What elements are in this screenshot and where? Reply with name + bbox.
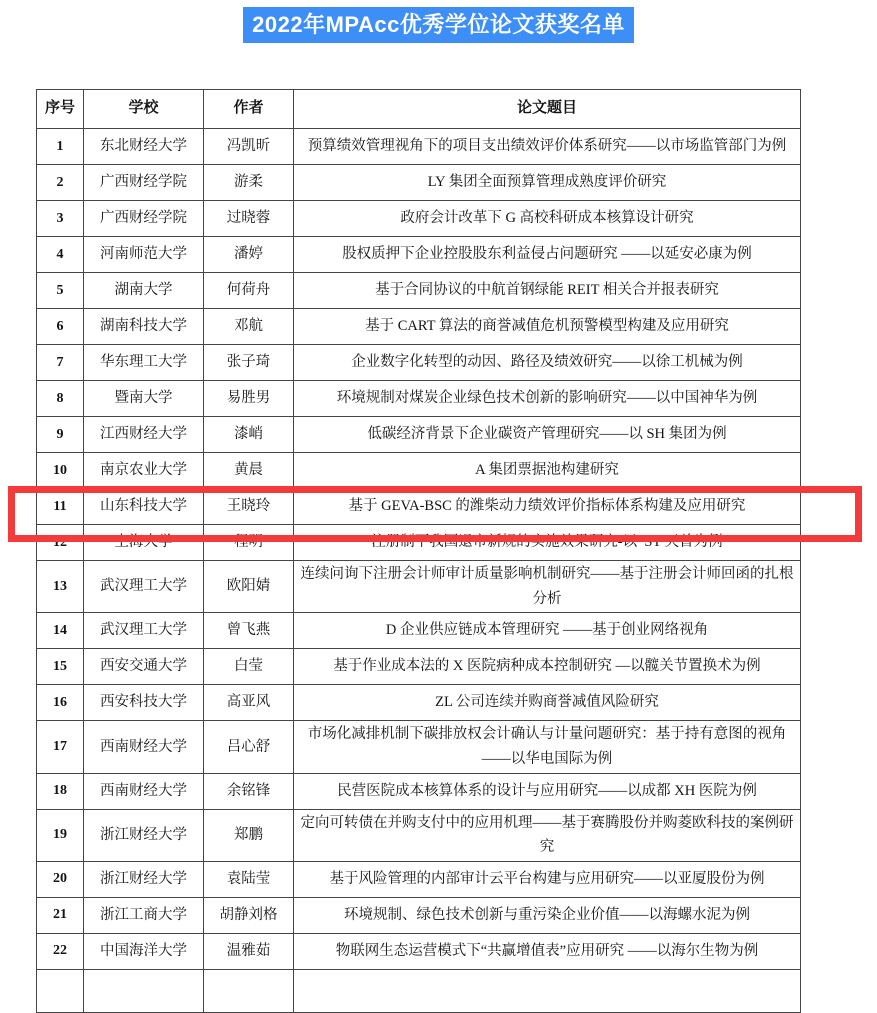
cell-title: 政府会计改革下 G 高校科研成本核算设计研究 — [294, 201, 801, 237]
cell-no: 11 — [37, 489, 84, 525]
cell-title: 定向可转债在并购支付中的应用机理——基于赛腾股份并购菱欧科技的案例研究 — [294, 809, 801, 861]
cell-no: 6 — [37, 309, 84, 345]
cell-author: 张子琦 — [204, 345, 294, 381]
cell-author: 袁陆莹 — [204, 861, 294, 897]
awards-table — [36, 89, 801, 1013]
cell-author: 潘婷 — [204, 237, 294, 273]
cell-author: 郑鹏 — [204, 809, 294, 861]
table-body — [37, 129, 801, 1013]
cell-school: 西安科技大学 — [84, 685, 204, 721]
cell-author: 曾飞燕 — [204, 613, 294, 649]
cell-no: 19 — [37, 809, 84, 861]
cell-author: 温雅茹 — [204, 933, 294, 969]
table-row-1 — [37, 129, 801, 165]
table-header — [37, 90, 801, 129]
column-header-no: 序号 — [37, 90, 84, 129]
cell-no: 10 — [37, 453, 84, 489]
cell-empty — [84, 969, 204, 1012]
cell-title: A 集团票据池构建研究 — [294, 453, 801, 489]
cell-title: 物联网生态运营模式下“共赢增值表”应用研究 ——以海尔生物为例 — [294, 933, 801, 969]
cell-title: 基于 CART 算法的商誉减值危机预警模型构建及应用研究 — [294, 309, 801, 345]
cell-no: 5 — [37, 273, 84, 309]
cell-no: 1 — [37, 129, 84, 165]
table-row-10 — [37, 453, 801, 489]
cell-empty — [294, 969, 801, 1012]
cell-no: 12 — [37, 525, 84, 561]
cell-school: 浙江财经大学 — [84, 809, 204, 861]
cell-title: 企业数字化转型的动因、路径及绩效研究——以徐工机械为例 — [294, 345, 801, 381]
cell-no: 9 — [37, 417, 84, 453]
cell-school: 山东科技大学 — [84, 489, 204, 525]
cell-title: 基于风险管理的内部审计云平台构建与应用研究——以亚厦股份为例 — [294, 861, 801, 897]
cell-no: 8 — [37, 381, 84, 417]
cell-author: 高亚风 — [204, 685, 294, 721]
cell-school: 东北财经大学 — [84, 129, 204, 165]
table-row-empty — [37, 969, 801, 1012]
cell-author: 白莹 — [204, 649, 294, 685]
cell-title: 注册制下我国退市新规的实施效果研究-以*ST 天首为例 — [294, 525, 801, 561]
cell-no: 4 — [37, 237, 84, 273]
cell-school: 广西财经学院 — [84, 201, 204, 237]
cell-school: 浙江工商大学 — [84, 897, 204, 933]
cell-author: 冯凯昕 — [204, 129, 294, 165]
cell-no: 2 — [37, 165, 84, 201]
cell-school: 河南师范大学 — [84, 237, 204, 273]
cell-title: ZL 公司连续并购商誉减值风险研究 — [294, 685, 801, 721]
cell-school: 广西财经学院 — [84, 165, 204, 201]
cell-title: 连续问询下注册会计师审计质量影响机制研究——基于注册会计师回函的扎根分析 — [294, 561, 801, 613]
table-row-11 — [37, 489, 801, 525]
cell-author: 游柔 — [204, 165, 294, 201]
cell-title: 环境规制、绿色技术创新与重污染企业价值——以海螺水泥为例 — [294, 897, 801, 933]
cell-title: 低碳经济背景下企业碳资产管理研究——以 SH 集团为例 — [294, 417, 801, 453]
cell-empty — [37, 969, 84, 1012]
cell-author: 邓航 — [204, 309, 294, 345]
table-row-18 — [37, 773, 801, 809]
cell-school: 武汉理工大学 — [84, 613, 204, 649]
cell-title: D 企业供应链成本管理研究 ——基于创业网络视角 — [294, 613, 801, 649]
table-row-16 — [37, 685, 801, 721]
table-row-20 — [37, 861, 801, 897]
table-row-12 — [37, 525, 801, 561]
cell-school: 暨南大学 — [84, 381, 204, 417]
cell-title: 基于作业成本法的 X 医院病种成本控制研究 —以髋关节置换术为例 — [294, 649, 801, 685]
cell-author: 欧阳婧 — [204, 561, 294, 613]
cell-school: 湖南大学 — [84, 273, 204, 309]
cell-title: 股权质押下企业控股股东利益侵占问题研究 ——以延安必康为例 — [294, 237, 801, 273]
cell-school: 浙江财经大学 — [84, 861, 204, 897]
table-row-14 — [37, 613, 801, 649]
cell-no: 18 — [37, 773, 84, 809]
column-header-title: 论文题目 — [294, 90, 801, 129]
table-row-13 — [37, 561, 801, 613]
cell-empty — [204, 969, 294, 1012]
cell-school: 湖南科技大学 — [84, 309, 204, 345]
table-row-3 — [37, 201, 801, 237]
cell-school: 江西财经大学 — [84, 417, 204, 453]
cell-school: 中国海洋大学 — [84, 933, 204, 969]
cell-author: 王晓玲 — [204, 489, 294, 525]
cell-author: 过晓蓉 — [204, 201, 294, 237]
cell-no: 3 — [37, 201, 84, 237]
cell-no: 22 — [37, 933, 84, 969]
page-title: 2022年MPAcc优秀学位论文获奖名单 — [243, 7, 634, 43]
cell-no: 15 — [37, 649, 84, 685]
cell-author: 余铭锋 — [204, 773, 294, 809]
column-header-school: 学校 — [84, 90, 204, 129]
header-row — [37, 90, 801, 129]
cell-school: 西安交通大学 — [84, 649, 204, 685]
cell-school: 上海大学 — [84, 525, 204, 561]
cell-school: 西南财经大学 — [84, 721, 204, 773]
table-row-8 — [37, 381, 801, 417]
cell-title: 基于 GEVA-BSC 的潍柴动力绩效评价指标体系构建及应用研究 — [294, 489, 801, 525]
cell-title: 民营医院成本核算体系的设计与应用研究——以成都 XH 医院为例 — [294, 773, 801, 809]
cell-no: 20 — [37, 861, 84, 897]
cell-no: 17 — [37, 721, 84, 773]
cell-title: 环境规制对煤炭企业绿色技术创新的影响研究——以中国神华为例 — [294, 381, 801, 417]
cell-title: 市场化减排机制下碳排放权会计确认与计量问题研究：基于持有意图的视角——以华电国际为例 — [294, 721, 801, 773]
table-row-2 — [37, 165, 801, 201]
cell-author: 何荷舟 — [204, 273, 294, 309]
table-row-7 — [37, 345, 801, 381]
table-row-4 — [37, 237, 801, 273]
cell-school: 武汉理工大学 — [84, 561, 204, 613]
cell-no: 7 — [37, 345, 84, 381]
cell-no: 21 — [37, 897, 84, 933]
cell-title: 预算绩效管理视角下的项目支出绩效评价体系研究——以市场监管部门为例 — [294, 129, 801, 165]
cell-author: 吕心舒 — [204, 721, 294, 773]
table-row-15 — [37, 649, 801, 685]
cell-author: 易胜男 — [204, 381, 294, 417]
column-header-author: 作者 — [204, 90, 294, 129]
cell-school: 南京农业大学 — [84, 453, 204, 489]
cell-author: 漆峭 — [204, 417, 294, 453]
cell-no: 16 — [37, 685, 84, 721]
table-row-5 — [37, 273, 801, 309]
table-row-22 — [37, 933, 801, 969]
table-row-6 — [37, 309, 801, 345]
table-row-19 — [37, 809, 801, 861]
table-row-17 — [37, 721, 801, 773]
cell-school: 华东理工大学 — [84, 345, 204, 381]
cell-author: 胡静刘格 — [204, 897, 294, 933]
cell-title: 基于合同协议的中航首钢绿能 REIT 相关合并报表研究 — [294, 273, 801, 309]
table-row-21 — [37, 897, 801, 933]
cell-title: LY 集团全面预算管理成熟度评价研究 — [294, 165, 801, 201]
cell-no: 14 — [37, 613, 84, 649]
cell-author: 黄晨 — [204, 453, 294, 489]
table-row-9 — [37, 417, 801, 453]
cell-author: 程明 — [204, 525, 294, 561]
cell-school: 西南财经大学 — [84, 773, 204, 809]
cell-no: 13 — [37, 561, 84, 613]
